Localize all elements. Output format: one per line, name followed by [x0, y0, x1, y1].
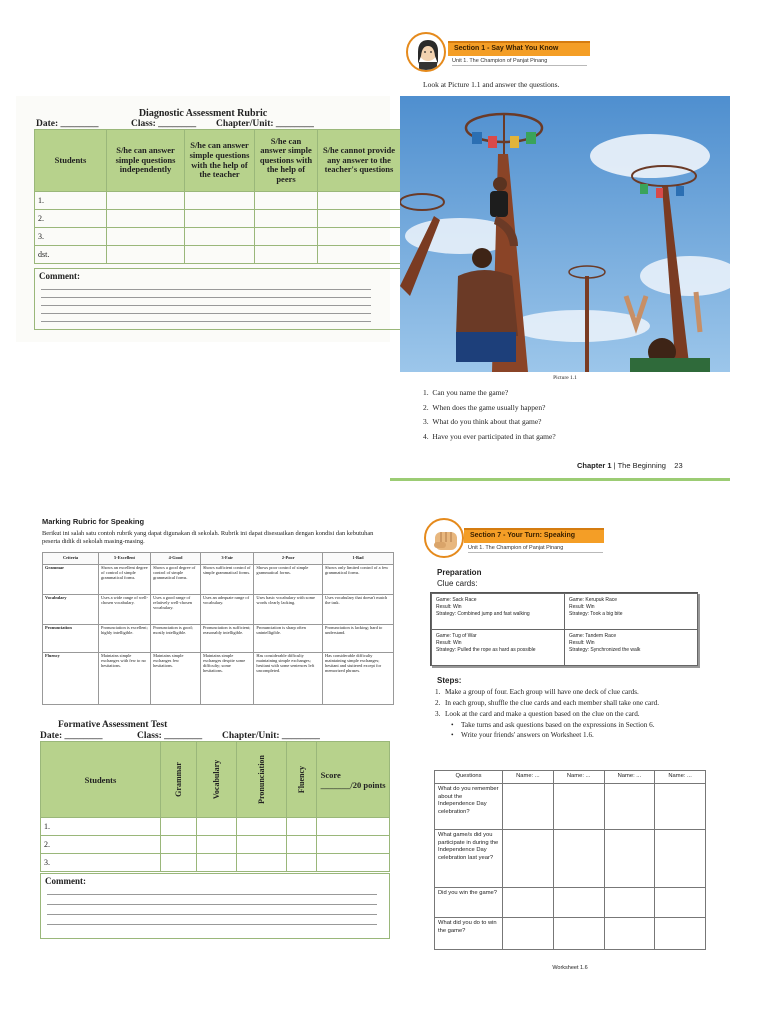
rubric-cell: Maintains simple exchanges few hesitations. — [151, 653, 201, 705]
comment-line — [41, 297, 371, 298]
clue-card — [431, 629, 565, 666]
textbook-page-23 — [390, 24, 768, 482]
table-row — [43, 653, 394, 705]
rubric-cell: Pronunciation is lacking; hard to understand. — [323, 625, 394, 653]
rubric-cell: Maintains simple exchanges despite some difficulty; some hesitations. — [200, 653, 253, 705]
comment-line — [47, 924, 377, 925]
formative-header-cell — [196, 742, 236, 818]
fist-icon — [424, 518, 464, 558]
clue-cards-grid — [430, 592, 698, 666]
picture-instruction: Look at Picture 1.1 and answer the questions. — [423, 80, 560, 89]
table-row — [35, 228, 401, 246]
unit-subtitle: Unit 1. The Champion of Panjat Pinang — [468, 545, 564, 551]
student-cell: 2. — [41, 836, 161, 854]
comment-line — [47, 904, 377, 905]
criteria-cell: Pronunciation — [43, 625, 99, 653]
card-line: Game: Kerupuk Race — [569, 597, 618, 603]
table-row — [35, 210, 401, 228]
speaking-header-cell: 1-Bad — [323, 553, 394, 565]
formative-header-text: Fluency — [296, 765, 306, 794]
answer-cell[interactable] — [553, 829, 604, 887]
table-row — [435, 917, 706, 949]
comment-line — [41, 289, 371, 290]
diagnostic-header-cell: S/he can answer simple questions with the help of the teacher — [185, 130, 255, 192]
formative-header-cell — [286, 742, 316, 818]
diagnostic-table — [34, 129, 401, 264]
diagnostic-header-cell: S/he cannot provide any answer to the teacher's questions — [318, 130, 401, 192]
student-cell: dst. — [35, 246, 107, 264]
preparation-heading: Preparation — [437, 568, 482, 577]
rubric-cell: Shows sufficient control of simple grammatical forms. — [200, 565, 253, 595]
section-7-title: Section 7 - Your Turn: Speaking — [464, 528, 604, 543]
list-item: 4. Have you ever participated in that game? — [423, 431, 556, 441]
table-row — [41, 818, 390, 836]
table-row — [35, 192, 401, 210]
score-label: Score — [320, 769, 341, 780]
student-cell: 1. — [35, 192, 107, 210]
step-number: 2. — [435, 699, 441, 707]
table-row — [43, 595, 394, 625]
card-line: Game: Tug of War — [436, 633, 477, 639]
bullet-item: • Take turns and ask questions based on the expressions in Section 6. — [435, 721, 735, 730]
footer-chapter: Chapter 1 — [577, 461, 612, 470]
diagnostic-header-cell: S/he can answer simple questions with the help of peers — [255, 130, 318, 192]
table-row — [35, 246, 401, 264]
criteria-cell: Vocabulary — [43, 595, 99, 625]
card-line: Strategy: Pulled the rope as hard as possible — [436, 647, 536, 653]
formative-score-header — [316, 742, 389, 818]
student-avatar-icon — [406, 32, 446, 72]
worksheet-header-cell: Name: ... — [655, 771, 706, 784]
comment-line — [41, 321, 371, 322]
speaking-rubric-table — [42, 552, 394, 705]
formative-header-row — [41, 742, 390, 818]
worksheet-table — [434, 770, 706, 950]
card-line: Game: Sack Race — [436, 597, 477, 603]
page-footer — [577, 461, 683, 470]
answer-cell[interactable] — [503, 783, 554, 829]
rubric-cell: Uses a good range of relatively well-chosen vocabulary. — [151, 595, 201, 625]
list-item: 3. What do you think about that game? — [423, 417, 542, 426]
table-row — [41, 854, 390, 872]
criteria-cell: Fluency — [43, 653, 99, 705]
rubric-cell: Shows an excellent degree of control of simple grammatical forms. — [99, 565, 151, 595]
answer-cell[interactable] — [553, 783, 604, 829]
answer-cell[interactable] — [655, 783, 706, 829]
table-row — [435, 829, 706, 887]
card-line: Result: Win — [569, 640, 595, 646]
speaking-rubric-description: Berikut ini salah satu contoh rubrik yang dapat digunakan di sekolah. Rubrik ini dapat disesuaikan dengan kondisi dan kebutuhan peserta didik di sekolah masing-masing. — [42, 530, 374, 545]
formative-header-text: Vocabulary — [211, 759, 221, 800]
step-item — [435, 710, 735, 719]
answer-cell[interactable] — [604, 829, 655, 887]
answer-cell[interactable] — [655, 917, 706, 949]
speaking-activity-page — [400, 508, 768, 978]
formative-class-label: Class: ________ — [137, 731, 203, 741]
comment-line — [47, 894, 377, 895]
rubric-cell: Has considerable difficulty maintaining simple exchanges; hesitant and stuttered except for memorized phrases. — [323, 653, 394, 705]
panjat-pinang-illustration — [400, 96, 730, 372]
step-item — [435, 688, 735, 697]
question-cell: What game/s did you participate in during the Independence Day celebration last year? — [435, 829, 503, 887]
student-cell: 1. — [41, 818, 161, 836]
diagnostic-class-label: Class: ________ — [131, 119, 197, 129]
list-item: 1. Can you name the game? — [423, 388, 509, 397]
card-line: Result: Win — [569, 604, 595, 610]
formative-header-cell — [236, 742, 286, 818]
student-cell: 2. — [35, 210, 107, 228]
diagnostic-title: Diagnostic Assessment Rubric — [138, 108, 268, 119]
section-1-title: Section 1 - Say What You Know — [448, 41, 590, 56]
worksheet-caption: Worksheet 1.6 — [552, 965, 588, 971]
diagnostic-header-row — [35, 130, 401, 192]
comment-line — [47, 914, 377, 915]
comment-line — [41, 305, 371, 306]
speaking-header-cell: Criteria — [43, 553, 99, 565]
rubric-cell: Pronunciation is sufficient; reasonably intelligible. — [200, 625, 253, 653]
clue-card — [431, 593, 565, 630]
rubric-cell: Uses basic vocabulary with some words clearly lacking. — [254, 595, 323, 625]
diagnostic-date-label: Date: ________ — [36, 119, 99, 129]
table-row — [435, 783, 706, 829]
step-number: 3. — [435, 710, 441, 718]
worksheet-header-cell: Name: ... — [604, 771, 655, 784]
clue-card — [564, 593, 698, 630]
step-text: Make a group of four. Each group will have one deck of clue cards. — [445, 688, 639, 696]
footer-separator: | — [611, 461, 618, 470]
formative-header-cell: Students — [41, 742, 161, 818]
formative-table — [40, 741, 390, 872]
speaking-header-cell: 4-Good — [151, 553, 201, 565]
bullet-item: • Write your friends' answers on Worksheet 1.6. — [435, 731, 735, 740]
clue-cards-label: Clue cards: — [437, 579, 478, 588]
speaking-header-cell: 3-Fair — [200, 553, 253, 565]
worksheet-header-row — [435, 771, 706, 784]
worksheet-header-cell: Name: ... — [503, 771, 554, 784]
worksheet-header-cell: Name: ... — [553, 771, 604, 784]
card-line: Strategy: Combined jump and fast walking — [436, 611, 530, 617]
formative-comment-box — [40, 873, 390, 939]
card-line: Strategy: Took a big bite — [569, 611, 623, 617]
list-item: 2. When does the game usually happen? — [423, 402, 546, 412]
card-line: Result: Win — [436, 604, 462, 610]
diagnostic-header-cell: S/he can answer simple questions independently — [107, 130, 185, 192]
step-number: 1. — [435, 688, 441, 696]
table-row — [435, 887, 706, 917]
rubric-cell: Pronunciation is good; mostly intelligible. — [151, 625, 201, 653]
question-cell: Did you win the game? — [435, 887, 503, 917]
diagnostic-comment-box — [34, 268, 401, 330]
criteria-cell: Grammar — [43, 565, 99, 595]
diagnostic-chapter-label: Chapter/Unit: ________ — [216, 119, 314, 129]
answer-cell[interactable] — [553, 917, 604, 949]
rubric-cell: Pronunciation is sharp often unintelligible. — [254, 625, 323, 653]
answer-cell[interactable] — [655, 829, 706, 887]
step-text: Look at the card and make a question based on the clue on the card. — [445, 710, 640, 718]
formative-chapter-label: Chapter/Unit: ________ — [222, 731, 320, 741]
table-row — [41, 836, 390, 854]
answer-cell[interactable] — [604, 917, 655, 949]
steps-heading: Steps: — [437, 676, 462, 685]
formative-header-text: Pronunciation — [256, 755, 266, 804]
question-cell: What do you remember about the Independence Day celebration? — [435, 783, 503, 829]
answer-cell[interactable] — [604, 783, 655, 829]
speaking-header-cell: 5-Excellent — [99, 553, 151, 565]
speaking-header-cell: 2-Poor — [254, 553, 323, 565]
comment-label: Comment: — [39, 271, 80, 281]
page-number: 23 — [674, 461, 683, 470]
answer-cell[interactable] — [655, 887, 706, 917]
question-cell: What did you do to win the game? — [435, 917, 503, 949]
comment-line — [41, 313, 371, 314]
rubric-cell: Shows poor control of simple grammatical forms. — [254, 565, 323, 595]
answer-cell[interactable] — [604, 887, 655, 917]
formative-header-cell — [161, 742, 197, 818]
card-line: Result: Win — [436, 640, 462, 646]
diagnostic-rubric-panel — [16, 96, 396, 342]
answer-cell[interactable] — [503, 829, 554, 887]
formative-title: Formative Assessment Test — [58, 720, 168, 730]
rubric-cell: Uses vocabulary that doesn't match the task. — [323, 595, 394, 625]
rubric-cell: Uses an adequate range of vocabulary. — [200, 595, 253, 625]
question-list — [423, 388, 556, 446]
footer-title: The Beginning — [617, 461, 666, 470]
steps-list — [435, 688, 735, 741]
worksheet-header-cell: Questions — [435, 771, 503, 784]
formative-date-label: Date: ________ — [40, 731, 103, 741]
answer-cell[interactable] — [553, 887, 604, 917]
footer-rule — [390, 478, 730, 481]
diagnostic-header-cell: Students — [35, 130, 107, 192]
rubric-cell: Has considerable difficulty maintaining simple exchanges; hesitant with some sentences left uncompleted. — [254, 653, 323, 705]
unit-subtitle: Unit 1. The Champion of Panjat Pinang — [452, 58, 548, 64]
step-text: In each group, shuffle the clue cards and each member shall take one card. — [445, 699, 659, 707]
table-row — [43, 625, 394, 653]
rubric-cell: Pronunciation is excellent; highly intelligible. — [99, 625, 151, 653]
answer-cell[interactable] — [503, 917, 554, 949]
formative-header-text: Grammar — [173, 762, 183, 797]
card-line: Game: Tandem Race — [569, 633, 617, 639]
answer-cell[interactable] — [503, 887, 554, 917]
table-row — [43, 565, 394, 595]
rubric-cell: Maintains simple exchanges with few to no hesitations. — [99, 653, 151, 705]
student-cell: 3. — [41, 854, 161, 872]
rubric-cell: Shows a good degree of control of simple grammatical forms. — [151, 565, 201, 595]
speaking-header-row — [43, 553, 394, 565]
rubric-cell: Uses a wide range of well-chosen vocabulary. — [99, 595, 151, 625]
picture-caption: Picture 1.1 — [553, 375, 577, 381]
step-item — [435, 699, 735, 708]
student-cell: 3. — [35, 228, 107, 246]
clue-card — [564, 629, 698, 666]
speaking-rubric-panel — [32, 508, 396, 944]
speaking-rubric-title: Marking Rubric for Speaking — [42, 517, 145, 526]
rubric-cell: Shows only limited control of a few grammatical forms. — [323, 565, 394, 595]
score-suffix: _______/20 points — [320, 779, 386, 790]
comment-label: Comment: — [45, 876, 86, 886]
card-line: Strategy: Synchronized the walk — [569, 647, 641, 653]
